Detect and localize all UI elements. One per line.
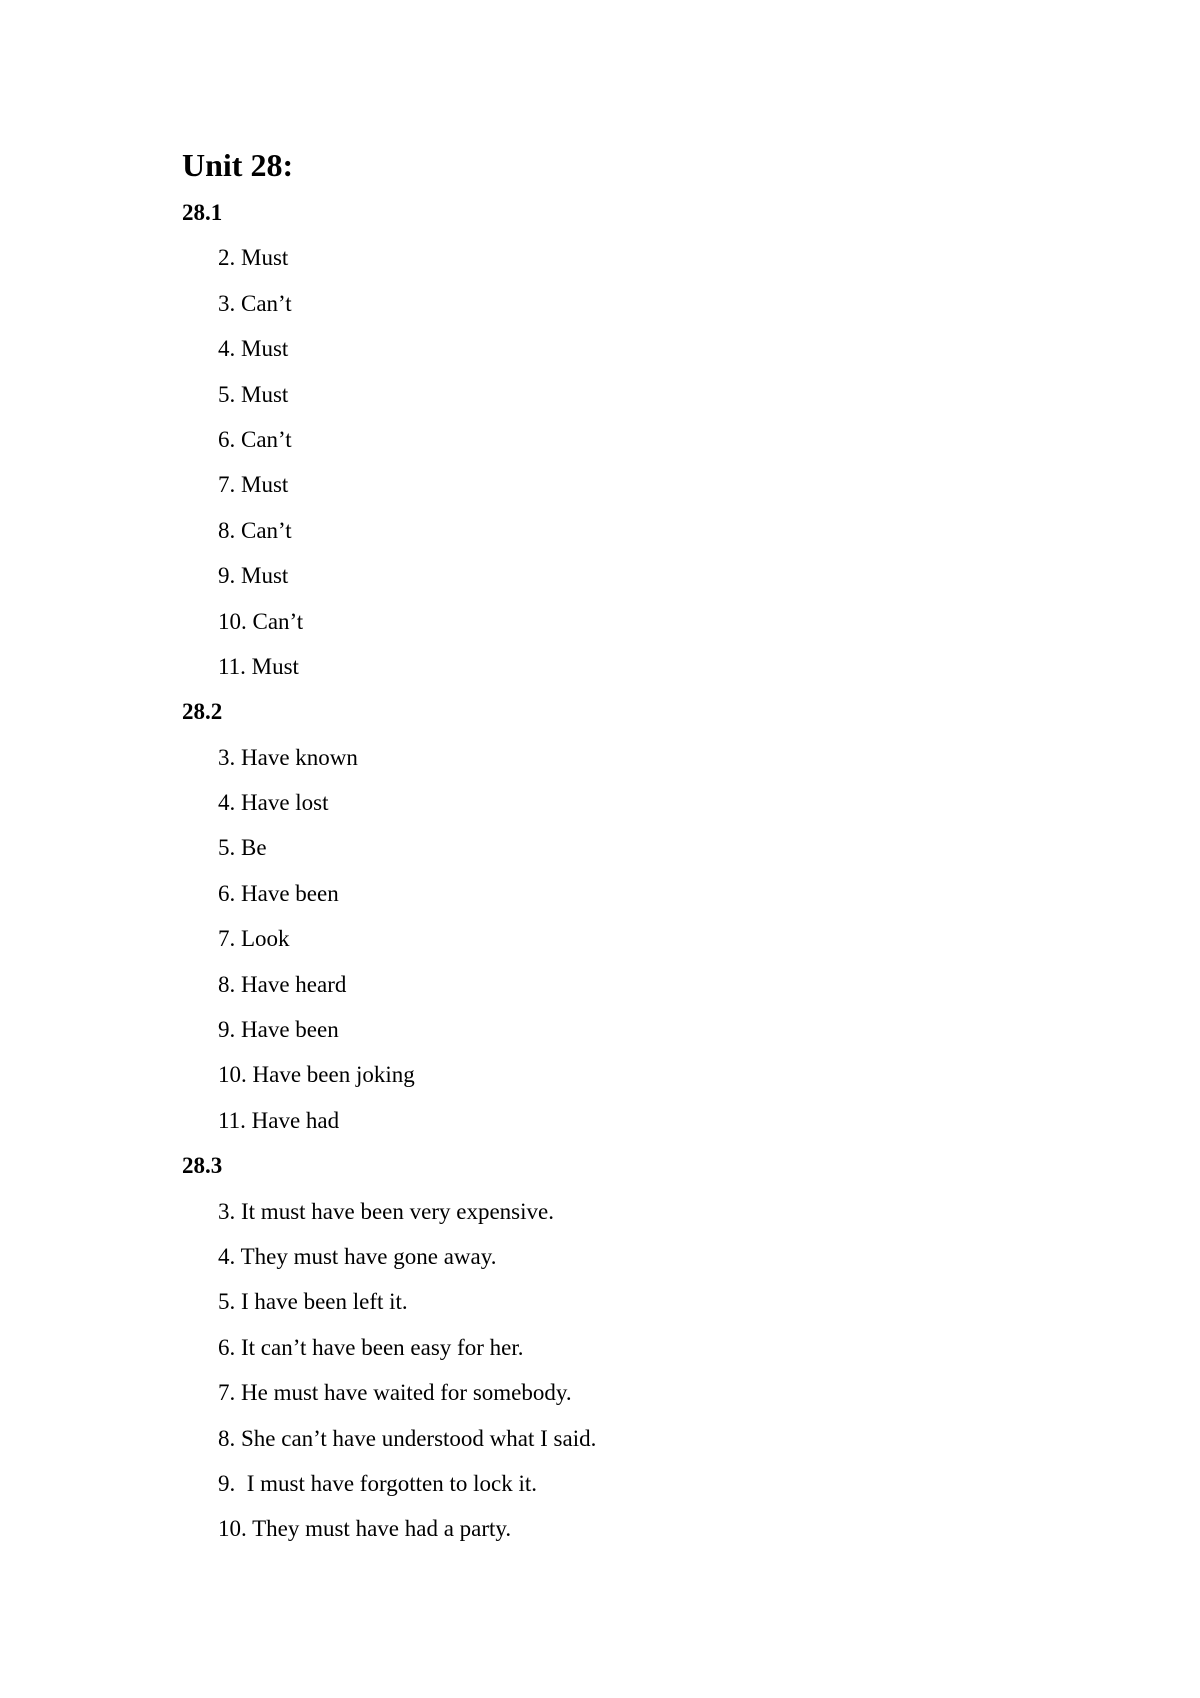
answer-list <box>182 1189 1082 1552</box>
section-heading: 28.3 <box>182 1153 223 1179</box>
section-28-2 <box>182 689 1082 1143</box>
answer-item: 7. Look <box>218 926 290 952</box>
answer-item: 10. They must have had a party. <box>218 1516 512 1542</box>
answer-item: 8. She can’t have understood what I said. <box>218 1425 597 1451</box>
unit-title: Unit 28: <box>182 147 294 183</box>
answer-item: 7. Must <box>218 472 289 498</box>
answer-item: 5. Be <box>218 835 267 861</box>
answer-item: 10. Have been joking <box>218 1062 415 1088</box>
section-heading: 28.2 <box>182 699 223 725</box>
answer-item: 5. Must <box>218 381 289 407</box>
answer-item: 4. Must <box>218 336 289 362</box>
answer-item: 9. I must have forgotten to lock it. <box>218 1470 537 1496</box>
answer-item: 4. Have lost <box>218 790 329 816</box>
answer-list <box>182 235 1082 689</box>
answer-item: 3. Have known <box>218 744 358 770</box>
answer-item: 8. Can’t <box>218 517 292 543</box>
document-content <box>182 140 1082 1552</box>
section-heading: 28.1 <box>182 200 223 225</box>
section-28-3 <box>182 1143 1082 1552</box>
answer-item: 5. I have been left it. <box>218 1289 408 1315</box>
answer-item: 11. Have had <box>218 1107 340 1133</box>
section-28-1 <box>182 190 1082 689</box>
answer-item: 4. They must have gone away. <box>218 1243 497 1269</box>
answer-item: 2. Must <box>218 245 289 271</box>
answer-item: 6. Can’t <box>218 426 292 452</box>
answer-item: 11. Must <box>218 653 299 679</box>
answer-item: 3. Can’t <box>218 290 292 316</box>
answer-list <box>182 735 1082 1144</box>
answer-item: 6. Have been <box>218 880 339 906</box>
answer-item: 3. It must have been very expensive. <box>218 1198 554 1224</box>
answer-item: 9. Must <box>218 563 289 589</box>
answer-item: 7. He must have waited for somebody. <box>218 1380 572 1406</box>
answer-item: 8. Have heard <box>218 971 347 997</box>
answer-item: 10. Can’t <box>218 608 304 634</box>
answer-item: 6. It can’t have been easy for her. <box>218 1334 524 1360</box>
answer-item: 9. Have been <box>218 1017 339 1043</box>
